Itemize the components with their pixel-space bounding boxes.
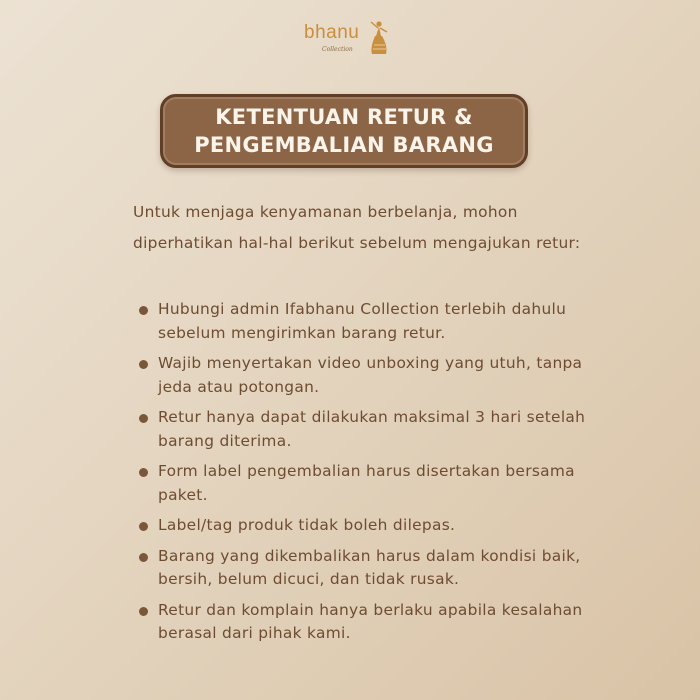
- rule-text: Hubungi admin Ifabhanu Collection terlebih dahulu sebelum mengirimkan barang retur.: [158, 300, 567, 342]
- bullet-icon: [139, 607, 148, 616]
- rule-text: Form label pengembalian harus disertakan bersama paket.: [158, 462, 575, 504]
- brand-name: bhanu: [304, 22, 360, 43]
- brand-tagline: Collection: [322, 46, 353, 53]
- intro-paragraph: Untuk menjaga kenyamanan berbelanja, mohon diperhatikan hal-hal berikut sebelum mengajukan retur:: [133, 203, 581, 252]
- brand-logo: [304, 18, 394, 58]
- rule-item: [139, 599, 599, 646]
- rule-item: [139, 514, 599, 538]
- rule-item: [139, 352, 599, 399]
- rule-item: [139, 460, 599, 507]
- bullet-icon: [139, 306, 148, 315]
- title-line-2: PENGEMBALIAN BARANG: [194, 133, 494, 157]
- bullet-icon: [139, 553, 148, 562]
- bullet-icon: [139, 522, 148, 531]
- bullet-icon: [139, 414, 148, 423]
- dancer-figure-icon: [366, 18, 392, 58]
- rule-item: [139, 298, 599, 345]
- title-line-1: KETENTUAN RETUR &: [215, 105, 473, 129]
- bullet-icon: [139, 468, 148, 477]
- rule-item: [139, 545, 599, 592]
- title-banner: [160, 94, 528, 168]
- rule-text: Retur hanya dapat dilakukan maksimal 3 hari setelah barang diterima.: [158, 408, 586, 450]
- rule-text: Label/tag produk tidak boleh dilepas.: [158, 516, 456, 534]
- rule-text: Wajib menyertakan video unboxing yang utuh, tanpa jeda atau potongan.: [158, 354, 583, 396]
- rules-list: [139, 298, 599, 653]
- bullet-icon: [139, 360, 148, 369]
- rule-item: [139, 406, 599, 453]
- rule-text: Retur dan komplain hanya berlaku apabila kesalahan berasal dari pihak kami.: [158, 600, 583, 642]
- rule-text: Barang yang dikembalikan harus dalam kondisi baik, bersih, belum dicuci, dan tidak rusak.: [158, 546, 581, 588]
